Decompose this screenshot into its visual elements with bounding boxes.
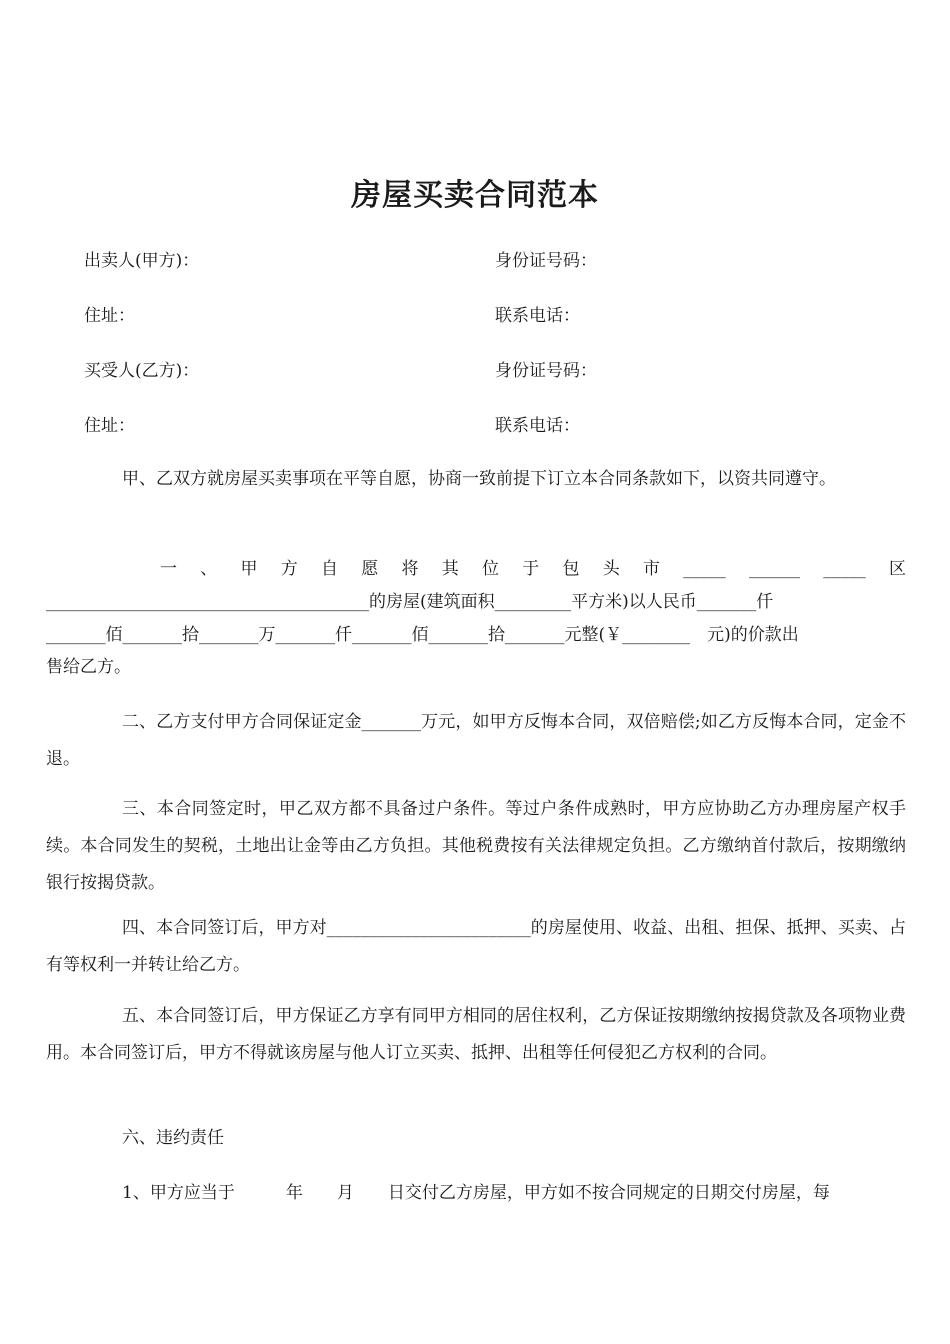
clause-1-char: 愿 bbox=[361, 559, 379, 579]
clause-5: 五、本合同签订后，甲方保证乙方享有同甲方相同的居住权利，乙方保证按期缴纳按揭贷款及各项物业费用。本合同签订后，甲方不得就该房屋与他人订立买卖、抵押、出租等任何侵犯乙方权利的合同。 bbox=[46, 1006, 906, 1063]
clause-1-char: 区 bbox=[889, 559, 906, 579]
clause-1-char: 包 bbox=[562, 559, 580, 579]
seller-label: 出卖人(甲方)： bbox=[84, 251, 200, 271]
clause-6-item-1: 1、甲方应当于 年 月 日交付乙方房屋，甲方如不按合同规定的日期交付房屋，每 bbox=[122, 1183, 830, 1203]
buyer-label: 买受人(乙方)： bbox=[84, 361, 200, 381]
seller-phone-label: 联系电话： bbox=[495, 306, 580, 326]
buyer-phone-label: 联系电话： bbox=[495, 416, 580, 436]
clause-2: 二、乙方支付甲方合同保证定金_______万元，如甲方反悔本合同，双倍赔偿;如乙方反悔本合同，定金不退。 bbox=[46, 712, 906, 769]
clause-3: 三、本合同签定时，甲乙双方都不具备过户条件。等过户条件成熟时，甲方应协助乙方办理房屋产权手续。本合同发生的契税，土地出让金等由乙方负担。其他税费按有关法律规定负担。乙方缴纳首付款后，按期缴纳银行按揭贷款。 bbox=[46, 799, 906, 893]
clause-1-char: 、 bbox=[200, 559, 218, 579]
clause-1-char: 于 bbox=[522, 559, 540, 579]
clause-1-char: 位 bbox=[482, 559, 499, 579]
clause-1-char: 将 bbox=[401, 559, 419, 579]
seller-id-label: 身份证号码： bbox=[495, 251, 597, 271]
clause-1-char: 市 bbox=[643, 559, 660, 579]
document-title: 房屋买卖合同范本 bbox=[351, 178, 599, 213]
clause-4: 四、本合同签订后，甲方对________________________的房屋使用、收益、出租、担保、抵押、买卖、占有等权利一并转让给乙方。 bbox=[46, 918, 906, 975]
buyer-address-label: 住址： bbox=[84, 416, 135, 436]
clause-1-blank: ______ bbox=[749, 559, 800, 579]
clause-1-char: 自 bbox=[321, 559, 338, 579]
clause-1-char: 方 bbox=[280, 559, 298, 579]
clause-1-blank: _____ bbox=[683, 559, 726, 579]
buyer-id-label: 身份证号码： bbox=[495, 361, 597, 381]
seller-address-label: 住址： bbox=[84, 306, 135, 326]
clause-1-char: 其 bbox=[441, 559, 459, 579]
clause-1-blank: _____ bbox=[823, 559, 866, 579]
clause-1-line-4: 售给乙方。 bbox=[46, 657, 131, 677]
clause-1-char: 头 bbox=[602, 559, 620, 579]
clause-1-char: 一 bbox=[160, 559, 177, 579]
clause-1-line-3: _______佰_______拾_______万_______仟_______佰_______拾_______元整(￥________ 元)的价款出 bbox=[46, 625, 799, 645]
clause-6-title: 六、违约责任 bbox=[122, 1128, 224, 1148]
intro-paragraph: 甲、乙双方就房屋买卖事项在平等自愿，协商一致前提下订立本合同条款如下，以资共同遵守。 bbox=[122, 469, 836, 489]
clause-1-line-2: ______________________________________的房屋(建筑面积_________平方米)以人民币_______仟 bbox=[46, 592, 774, 612]
clause-1-char: 甲 bbox=[240, 559, 258, 579]
clause-1-line-1 bbox=[46, 558, 906, 580]
